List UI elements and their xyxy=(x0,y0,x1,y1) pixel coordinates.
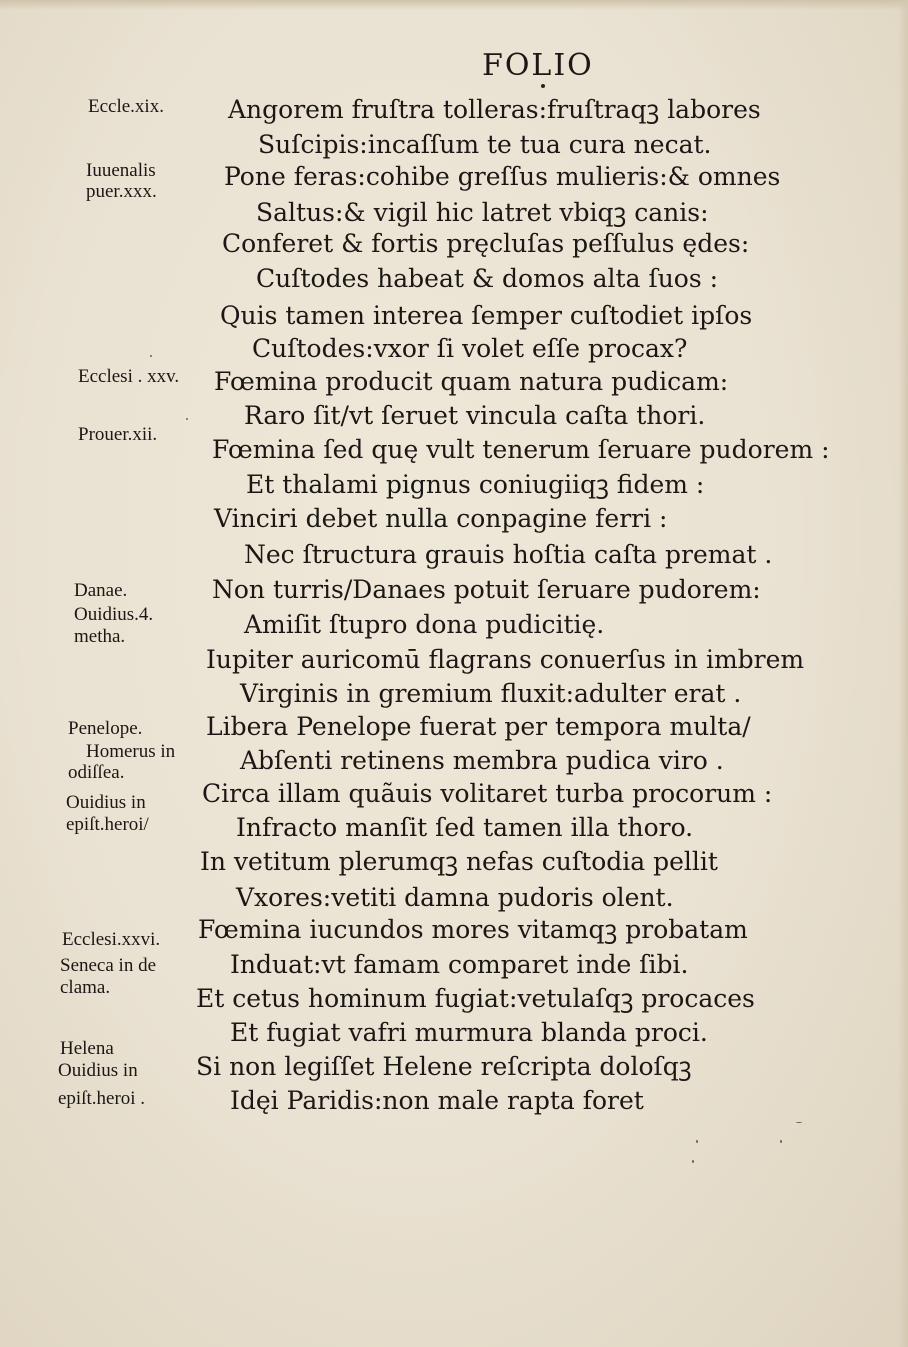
margin-note: Prouer.xii. xyxy=(78,424,158,445)
verse-line-10: Raro ſit/vt ſeruet vincula caſta thori. xyxy=(244,401,706,430)
margin-note: clama. xyxy=(60,977,111,998)
margin-note: Ouidius in xyxy=(66,792,146,813)
verse-line-21: Circa illam quãuis volitaret turba procorum : xyxy=(202,779,773,808)
margin-note: Helena xyxy=(60,1038,114,1059)
verse-line-20: Abſenti retinens membra pudica viro . xyxy=(240,746,724,775)
folio-dot-mark xyxy=(541,84,545,88)
verse-line-19: Libera Penelope fuerat per tempora multa/ xyxy=(206,712,751,741)
verse-line-17: Iupiter auricomū flagrans conuerſus in imbrem xyxy=(206,645,805,674)
verse-line-15: Non turris/Danaes potuit ſeruare pudorem: xyxy=(212,575,761,604)
verse-line-28: Et fugiat vafri murmura blanda proci. xyxy=(230,1018,708,1047)
margin-note: Danae. xyxy=(74,580,128,601)
verse-line-14: Nec ſtructura grauis hoſtia caſta premat . xyxy=(244,540,773,569)
margin-note: Ecclesi . xxv. xyxy=(78,366,180,387)
verse-line-24: Vxores:vetiti damna pudoris olent. xyxy=(236,883,674,912)
margin-note: Ecclesi.xxvi. xyxy=(62,929,161,950)
paper-speck xyxy=(696,1140,698,1143)
paper-speck xyxy=(186,418,188,420)
margin-note: Seneca in de xyxy=(60,955,157,976)
margin-note: Ouidius in xyxy=(58,1060,138,1081)
verse-line-27: Et cetus hominum fugiat:vetulaſqꝫ procaces xyxy=(196,984,755,1013)
margin-note: Eccle.xix. xyxy=(88,96,164,117)
margin-note: epiſt.heroi . xyxy=(58,1088,146,1109)
verse-line-18: Virginis in gremium fluxit:adulter erat . xyxy=(240,679,742,708)
verse-line-29: Si non legiſſet Helene reſcripta doloſqꝫ xyxy=(196,1052,692,1081)
verse-line-9: Fœmina producit quam natura pudicam: xyxy=(214,367,729,396)
margin-note: puer.xxx. xyxy=(86,181,157,202)
margin-note: Ouidius.4. xyxy=(74,604,154,625)
margin-note: metha. xyxy=(74,626,126,647)
verse-line-2: Suſcipis:incaſſum te tua cura necat. xyxy=(258,130,712,159)
verse-line-1: Angorem fruſtra tolleras:fruſtraqꝫ labores xyxy=(228,95,761,124)
verse-line-7: Quis tamen interea ſemper cuſtodiet ipſos xyxy=(220,301,753,330)
paper-speck xyxy=(692,1160,694,1163)
verse-line-8: Cuſtodes:vxor ſi volet eſſe procax? xyxy=(252,334,688,363)
margin-note: odiſſea. xyxy=(68,762,125,783)
verse-line-30: Idęi Paridis:non male rapta foret xyxy=(230,1086,644,1115)
verse-line-23: In vetitum plerumqꝫ nefas cuſtodia pellit xyxy=(200,847,718,876)
margin-note: Iuuenalis xyxy=(86,160,156,181)
verse-line-16: Amiſit ſtupro dona pudicitię. xyxy=(244,610,605,639)
verse-line-5: Conferet & fortis pręcluſas peſſulus ędes: xyxy=(222,229,750,258)
verse-line-6: Cuſtodes habeat & domos alta ſuos : xyxy=(256,264,719,293)
verse-line-12: Et thalami pignus coniugiiqꝫ fidem : xyxy=(246,470,705,499)
paper-speck xyxy=(780,1140,782,1143)
paper-speck xyxy=(150,355,152,357)
verse-line-26: Induat:vt famam comparet inde ſibi. xyxy=(230,950,689,979)
folio-header: FOLIO xyxy=(482,48,594,83)
verse-line-4: Saltus:& vigil hic latret vbiqꝫ canis: xyxy=(256,198,709,227)
margin-note: Homerus in xyxy=(86,741,176,762)
verse-line-11: Fœmina ſed quę vult tenerum ſeruare pudorem : xyxy=(212,435,830,464)
verse-line-22: Infracto manſit ſed tamen illa thoro. xyxy=(236,813,694,842)
margin-note: Penelope. xyxy=(68,718,143,739)
verse-line-25: Fœmina iucundos mores vitamqꝫ probatam xyxy=(198,915,748,944)
page-right-edge xyxy=(898,0,908,1347)
page-top-edge xyxy=(0,0,908,10)
margin-note: epiſt.heroi/ xyxy=(66,814,149,835)
verse-line-3: Pone feras:cohibe greſſus mulieris:& omnes xyxy=(224,162,781,191)
paper-speck xyxy=(796,1122,802,1123)
verse-line-13: Vinciri debet nulla conpagine ferri : xyxy=(214,504,668,533)
